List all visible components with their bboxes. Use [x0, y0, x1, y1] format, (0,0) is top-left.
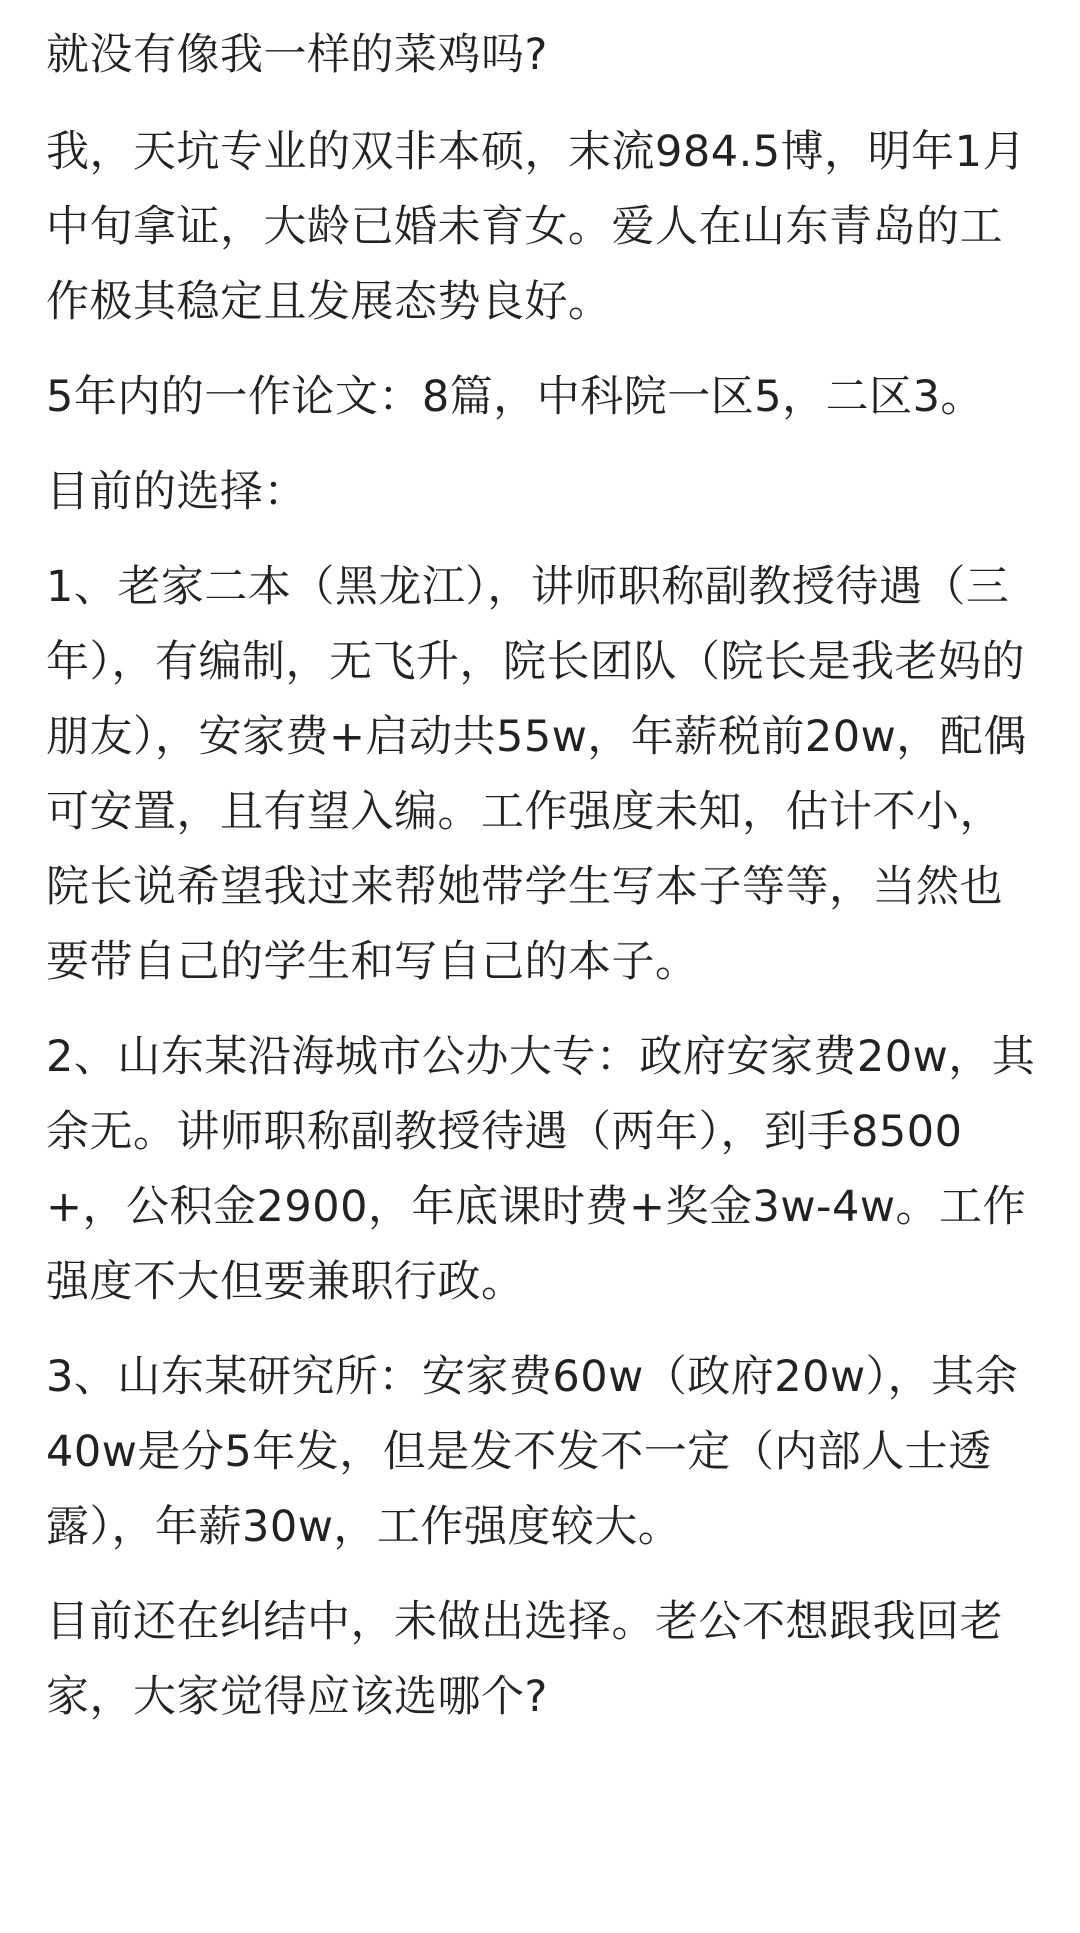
paragraph-publications: 5年内的一作论文：8篇，中科院一区5，二区3。: [46, 372, 984, 422]
paragraph-background: 我，天坑专业的双非本硕，末流984.5博，明年1月中旬拿证，大龄已婚未育女。爱人在山东青岛的工作极其稳定且发展态势良好。: [46, 127, 1026, 327]
post-body: [46, 18, 1036, 1755]
paragraph-question: 目前还在纠结中，未做出选择。老公不想跟我回老家，大家觉得应该选哪个?: [46, 1597, 1003, 1722]
paragraph-options-heading: 目前的选择：: [46, 467, 307, 517]
paragraph-option-1: 1、老家二本（黑龙江），讲师职称副教授待遇（三年），有编制，无飞升，院长团队（院长是我老妈的朋友），安家费+启动共55w，年薪税前20w，配偶可安置，且有望入编。工作强度未知，估计不小，院长说希望我过来帮她带学生写本子等等，当然也要带自己的学生和写自己的本子。: [46, 562, 1027, 987]
post-title: 就没有像我一样的菜鸡吗?: [46, 30, 548, 80]
paragraph-option-2: 2、山东某沿海城市公办大专：政府安家费20w，其余无。讲师职称副教授待遇（两年），到手8500+，公积金2900，年底课时费+奖金3w-4w。工作强度不大但要兼职行政。: [46, 1032, 1036, 1307]
paragraph-option-3: 3、山东某研究所：安家费60w（政府20w），其余40w是分5年发，但是发不发不一定（内部人士透露），年薪30w，工作强度较大。: [46, 1352, 1019, 1552]
